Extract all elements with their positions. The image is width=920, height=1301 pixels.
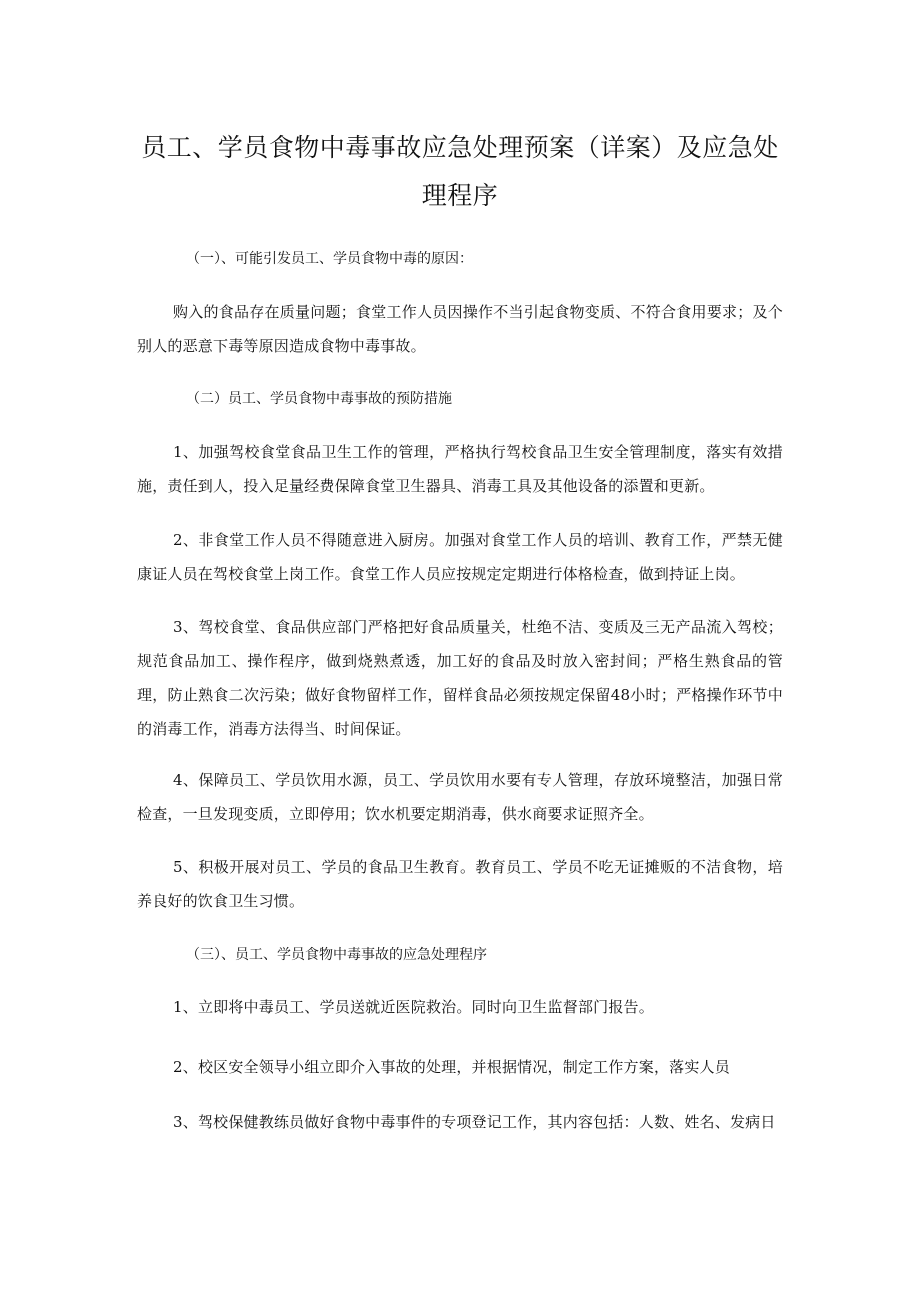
paragraph-prevention-4: 4、保障员工、学员饮用水源，员工、学员饮用水要有专人管理，存放环境整洁，加强日常检查，一旦发现变质，立即停用；饮水机要定期消毒，供水商要求证照齐全。 xyxy=(137,771,783,823)
paragraph-prevention-1: 1、加强驾校食堂食品卫生工作的管理，严格执行驾校食品卫生安全管理制度，落实有效措施，责任到人，投入足量经费保障食堂卫生器具、消毒工具及其他设备的添置和更新。 xyxy=(137,443,783,495)
paragraph-procedure-2: 2、校区安全领导小组立即介入事故的处理，并根据情况，制定工作方案，落实人员 xyxy=(173,1058,730,1076)
paragraph-prevention-5: 5、积极开展对员工、学员的食品卫生教育。教育员工、学员不吃无证摊贩的不洁食物，培养良好的饮食卫生习惯。 xyxy=(137,858,783,910)
paragraph-causes: 购入的食品存在质量问题；食堂工作人员因操作不当引起食物变质、不符合食用要求；及个别人的恶意下毒等原因造成食物中毒事故。 xyxy=(137,303,783,355)
section-heading-3: （三）、员工、学员食物中毒事故的应急处理程序 xyxy=(186,947,487,963)
paragraph-procedure-1: 1、立即将中毒员工、学员送就近医院救治。同时向卫生监督部门报告。 xyxy=(173,998,654,1016)
section-heading-1: （一）、可能引发员工、学员食物中毒的原因： xyxy=(186,251,473,267)
paragraph-prevention-2: 2、非食堂工作人员不得随意进入厨房。加强对食堂工作人员的培训、教育工作，严禁无健康证人员在驾校食堂上岗工作。食堂工作人员应按规定定期进行体格检查，做到持证上岗。 xyxy=(137,531,783,583)
paragraph-prevention-3: 3、驾校食堂、食品供应部门严格把好食品质量关，杜绝不洁、变质及三无产品流入驾校；规范食品加工、操作程序，做到烧熟煮透，加工好的食品及时放入密封间；严格生熟食品的管理，防止熟食二次污染；做好食物留样工作，留样食品必须按规定保留48小时；严格操作环节中的消毒工作，消毒方法得当、时间保证。 xyxy=(137,618,783,738)
paragraph-procedure-3: 3、驾校保健教练员做好食物中毒事件的专项登记工作，其内容包括：人数、姓名、发病日 xyxy=(173,1113,776,1131)
document-title: 员工、学员食物中毒事故应急处理预案（详案）及应急处理程序 xyxy=(141,133,779,210)
section-heading-2: （二）员工、学员食物中毒事故的预防措施 xyxy=(186,391,452,407)
